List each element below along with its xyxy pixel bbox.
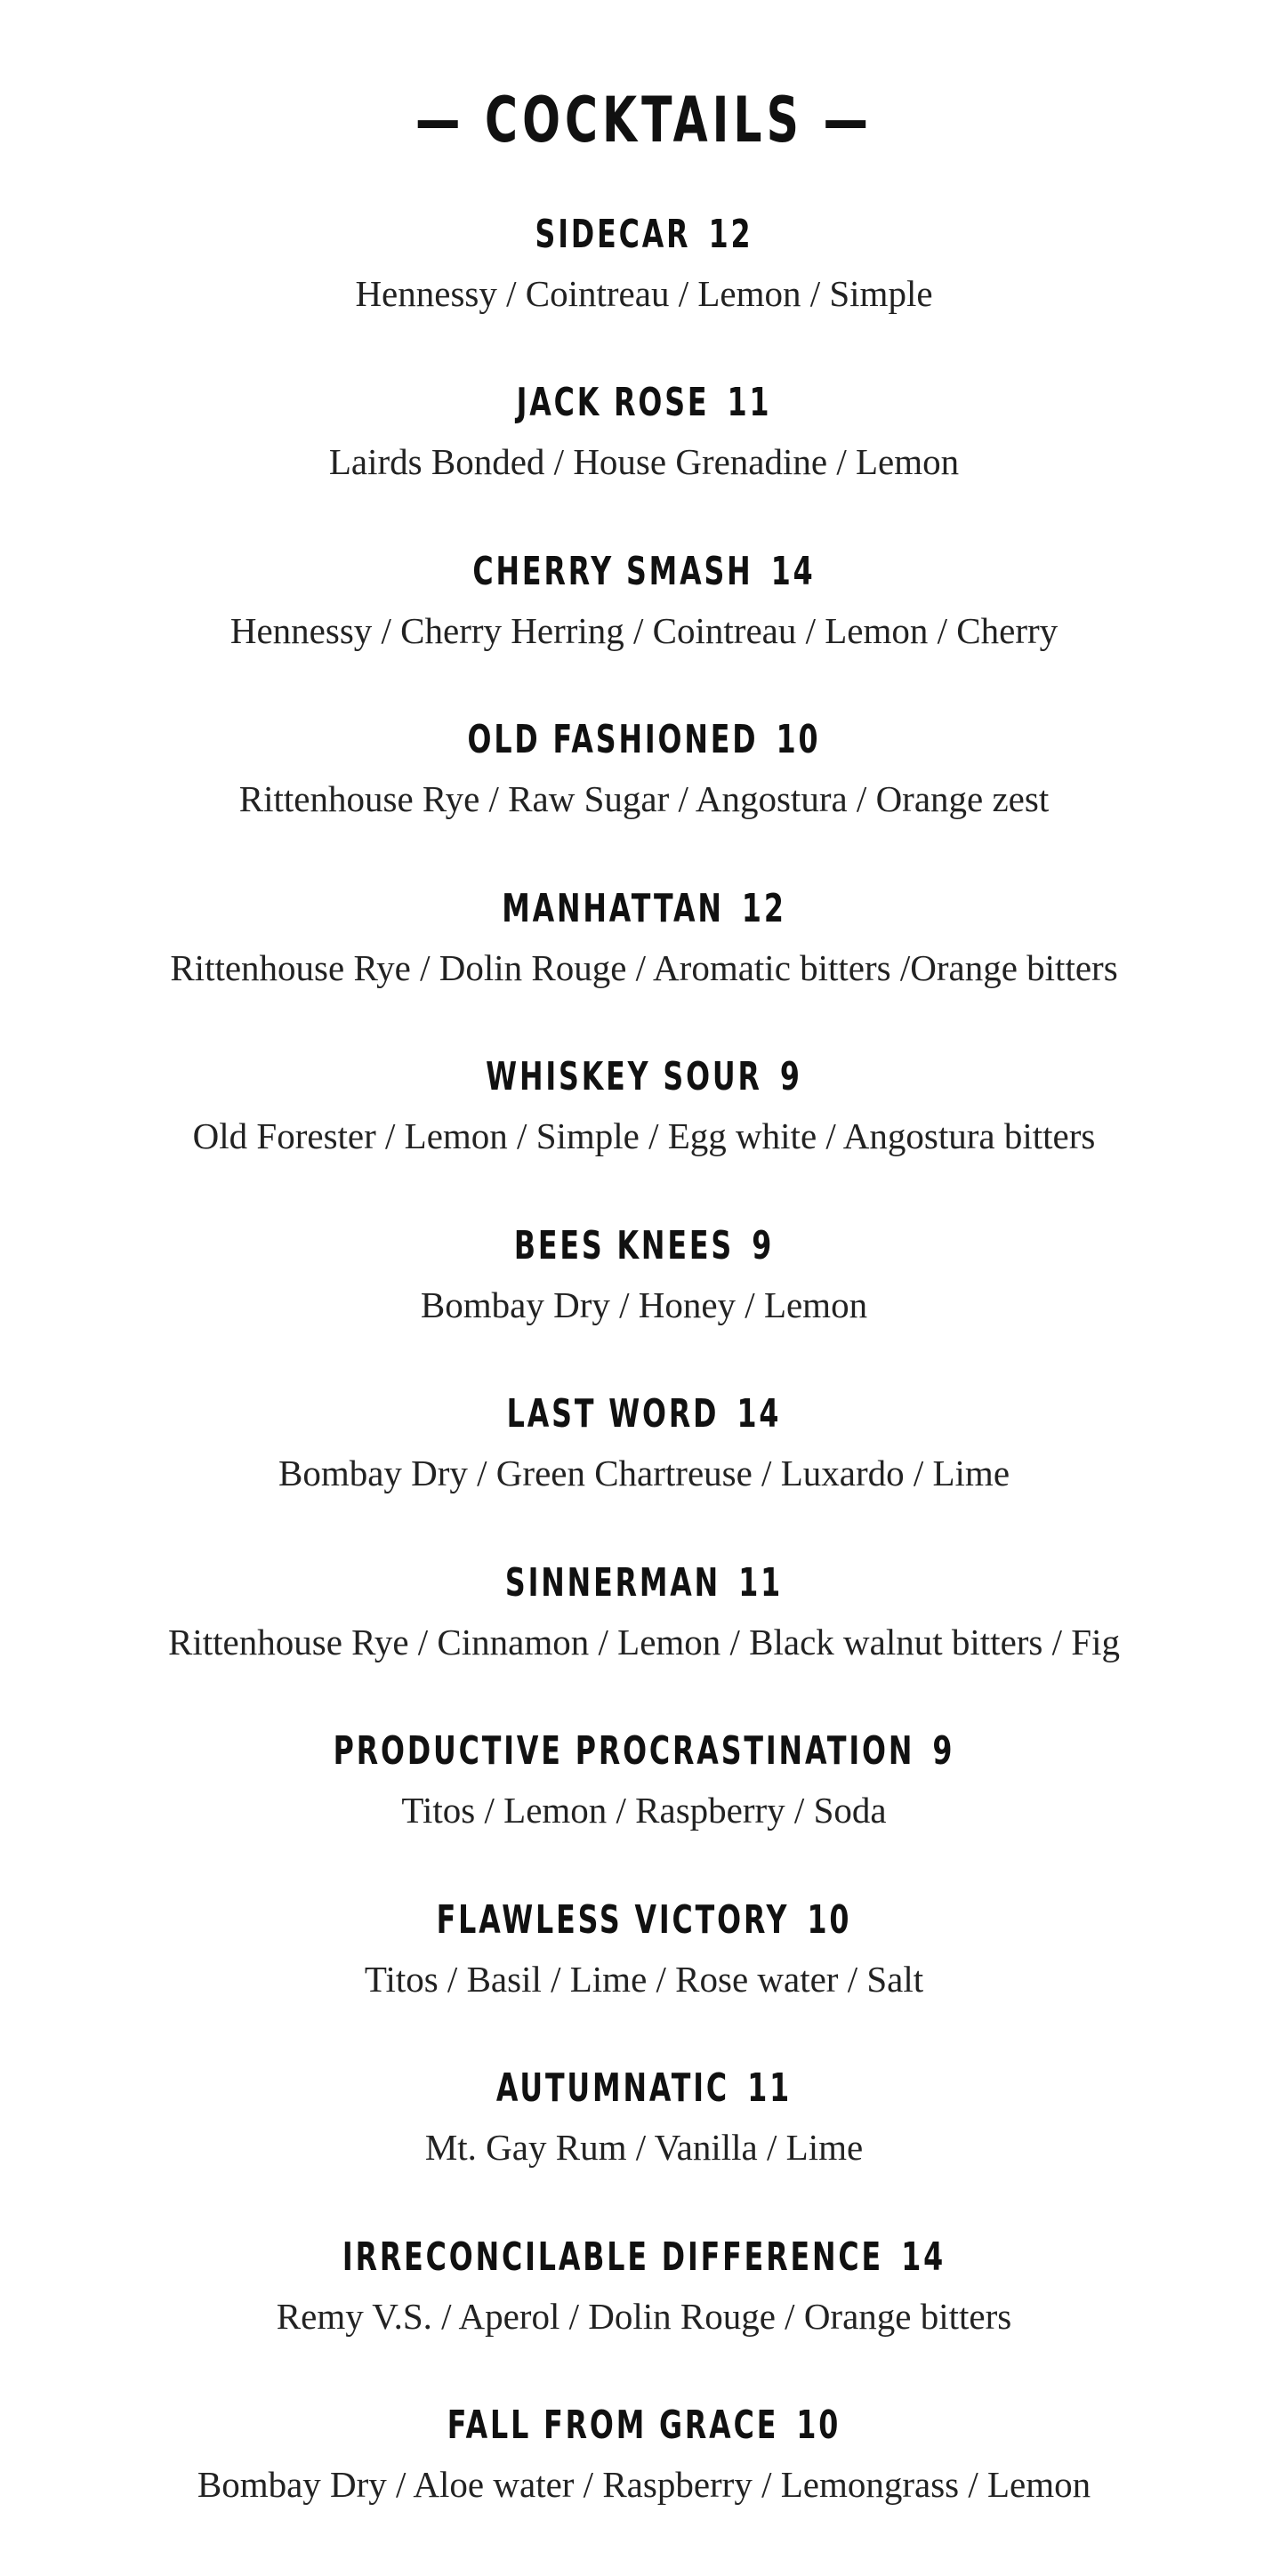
- item-name: MANHATTAN: [502, 886, 724, 931]
- item-ingredients: Rittenhouse Rye / Cinnamon / Lemon / Black walnut bitters / Fig: [168, 1622, 1120, 1662]
- item-ingredients: Bombay Dry / Green Chartreuse / Luxardo / Lime: [278, 1453, 1010, 1493]
- item-price: 11: [738, 1560, 784, 1606]
- item-heading: [181, 1723, 1108, 1780]
- item-ingredients: Hennessy / Cherry Herring / Cointreau / Lemon / Cherry: [229, 610, 1059, 651]
- item-ingredients: Rittenhouse Rye / Dolin Rouge / Aromatic bitters /Orange bitters: [170, 947, 1118, 988]
- item-name: LAST WORD: [506, 1391, 720, 1437]
- item-heading: [181, 881, 1108, 938]
- item-heading: [181, 1049, 1108, 1106]
- menu-item: [0, 1723, 1288, 1838]
- item-ingredients: Remy V.S. / Aperol / Dolin Rouge / Orange bitters: [276, 2296, 1012, 2337]
- item-name: BEES KNEES: [513, 1223, 735, 1268]
- menu-item: [0, 2060, 1288, 2175]
- menu-item: [0, 374, 1288, 489]
- item-ingredients: Rittenhouse Rye / Raw Sugar / Angostura / Orange zest: [238, 778, 1050, 819]
- item-price: 14: [901, 2234, 946, 2280]
- item-heading: [181, 2397, 1108, 2454]
- menu-item: [0, 206, 1288, 321]
- item-name: OLD FASHIONED: [467, 717, 759, 762]
- item-heading: [181, 374, 1108, 431]
- item-price: 10: [776, 717, 821, 762]
- menu-item: [0, 543, 1288, 658]
- item-price: 10: [807, 1897, 852, 1943]
- item-ingredients: Old Forester / Lemon / Simple / Egg white / Angostura bitters: [192, 1115, 1096, 1156]
- menu-item: [0, 1386, 1288, 1501]
- menu-item: [0, 1049, 1288, 1163]
- item-heading: [181, 1555, 1108, 1612]
- item-name: AUTUMNATIC: [495, 2065, 730, 2111]
- item-price: 9: [752, 1223, 775, 1268]
- item-heading: [181, 1218, 1108, 1275]
- item-heading: [181, 1892, 1108, 1949]
- item-heading: [181, 543, 1108, 600]
- item-ingredients: Titos / Basil / Lime / Rose water / Salt: [364, 1959, 924, 2000]
- menu-item: [0, 881, 1288, 995]
- menu-item: [0, 1555, 1288, 1670]
- item-name: PRODUCTIVE PROCRASTINATION: [333, 1728, 915, 1774]
- item-price: 9: [932, 1728, 955, 1774]
- item-heading: [181, 2229, 1108, 2286]
- menu-item: [0, 1892, 1288, 2007]
- item-name: SIDECAR: [535, 212, 691, 257]
- menu-item: [0, 2229, 1288, 2344]
- item-name: JACK ROSE: [516, 380, 710, 425]
- item-name: FLAWLESS VICTORY: [436, 1897, 790, 1943]
- item-heading: [181, 712, 1108, 769]
- item-name: FALL FROM GRACE: [447, 2403, 779, 2448]
- item-ingredients: Mt. Gay Rum / Vanilla / Lime: [424, 2127, 864, 2168]
- item-heading: [181, 1386, 1108, 1443]
- menu-item: [0, 2397, 1288, 2512]
- item-heading: [181, 206, 1108, 263]
- item-price: 14: [770, 549, 816, 594]
- item-price: 9: [779, 1054, 802, 1099]
- menu-item: [0, 1218, 1288, 1332]
- item-name: WHISKEY SOUR: [486, 1054, 762, 1099]
- item-heading: [181, 2060, 1108, 2117]
- item-name: SINNERMAN: [504, 1560, 721, 1606]
- item-price: 10: [796, 2403, 841, 2448]
- item-ingredients: Hennessy / Cointreau / Lemon / Simple: [355, 273, 933, 314]
- item-price: 14: [737, 1391, 782, 1437]
- item-name: CHERRY SMASH: [472, 549, 753, 594]
- item-ingredients: Titos / Lemon / Raspberry / Soda: [401, 1790, 887, 1831]
- item-price: 11: [727, 380, 772, 425]
- item-price: 11: [747, 2065, 793, 2111]
- menu-item: [0, 712, 1288, 826]
- item-price: 12: [708, 212, 753, 257]
- item-ingredients: Bombay Dry / Honey / Lemon: [420, 1284, 868, 1325]
- menu-title: — COCKTAILS —: [415, 84, 873, 157]
- item-ingredients: Lairds Bonded / House Grenadine / Lemon: [328, 441, 960, 482]
- item-ingredients: Bombay Dry / Aloe water / Raspberry / Lemongrass / Lemon: [197, 2464, 1091, 2505]
- item-price: 12: [741, 886, 786, 931]
- item-name: IRRECONCILABLE DIFFERENCE: [342, 2234, 884, 2280]
